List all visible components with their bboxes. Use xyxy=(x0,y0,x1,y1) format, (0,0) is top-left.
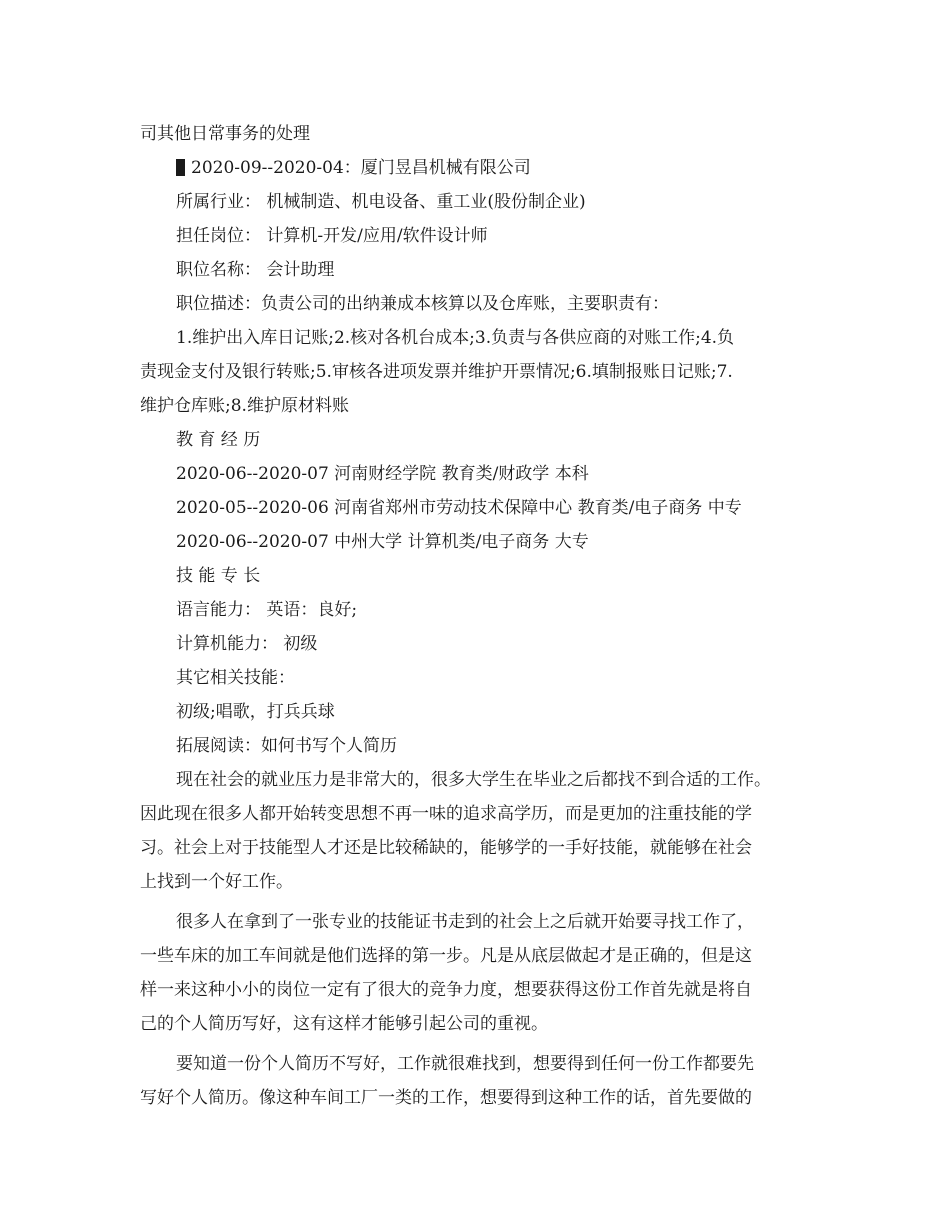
job-header-text: 2020-09--2020-04：厦门昱昌机械有限公司 xyxy=(191,158,531,178)
paragraph xyxy=(140,905,820,1041)
skills-computer: 计算机能力： 初级 xyxy=(176,634,318,654)
education-item: 2020-06--2020-07 河南财经学院 教育类/财政学 本科 xyxy=(176,464,589,484)
paragraph-line: 样一来这种小小的岗位一定有了很大的竞争力度，想要获得这份工作首先就是将自 xyxy=(140,980,752,1000)
job-title: 职位名称： 会计助理 xyxy=(176,260,335,280)
paragraph-line: 现在社会的就业压力是非常大的，很多大学生在毕业之后都找不到合适的工作。 xyxy=(176,770,771,790)
job-duties-line: 维护仓库账;8.维护原材料账 xyxy=(140,396,349,416)
paragraph-line: 一些车床的加工车间就是他们选择的第一步。凡是从底层做起才是正确的，但是这 xyxy=(140,946,752,966)
skills-language: 语言能力： 英语：良好; xyxy=(176,600,358,620)
document-body xyxy=(140,117,820,1115)
paragraph-line: 要知道一份个人简历不写好，工作就很难找到，想要得到任何一份工作都要先 xyxy=(176,1054,754,1074)
paragraph xyxy=(140,763,820,899)
job-description-intro: 职位描述：负责公司的出纳兼成本核算以及仓库账，主要职责有： xyxy=(176,294,669,314)
paragraph-line: 很多人在拿到了一张专业的技能证书走到的社会上之后就开始要寻找工作了， xyxy=(176,912,754,932)
job-header xyxy=(140,151,820,185)
education-item: 2020-06--2020-07 中州大学 计算机类/电子商务 大专 xyxy=(176,532,589,552)
paragraph xyxy=(140,1047,820,1115)
extended-reading-heading: 拓展阅读：如何书写个人简历 xyxy=(176,736,397,756)
bullet-square-icon xyxy=(176,159,185,176)
job-position: 担任岗位： 计算机-开发/应用/软件设计师 xyxy=(176,226,488,246)
education-item: 2020-05--2020-06 河南省郑州市劳动技术保障中心 教育类/电子商务 中专 xyxy=(176,498,742,518)
paragraph-line: 习。社会上对于技能型人才还是比较稀缺的，能够学的一手好技能，就能够在社会 xyxy=(140,838,752,858)
job-industry: 所属行业： 机械制造、机电设备、重工业(股份制企业) xyxy=(176,192,586,212)
skills-other-value: 初级;唱歌，打兵兵球 xyxy=(176,702,335,722)
job-duties-line: 责现金支付及银行转账;5.审核各进项发票并维护开票情况;6.填制报账日记账;7. xyxy=(140,362,733,382)
paragraph-line: 写好个人简历。像这种车间工厂一类的工作，想要得到这种工作的话，首先要做的 xyxy=(140,1088,752,1108)
paragraph-line: 己的个人简历写好，这有这样才能够引起公司的重视。 xyxy=(140,1014,548,1034)
skills-heading: 技 能 专 长 xyxy=(176,566,261,586)
intro-tail-line: 司其他日常事务的处理 xyxy=(140,124,310,144)
paragraph-line: 因此现在很多人都开始转变思想不再一味的追求高学历，而是更加的注重技能的学 xyxy=(140,804,752,824)
paragraph-line: 上找到一个好工作。 xyxy=(140,872,293,892)
job-duties-line: 1.维护出入库日记账;2.核对各机台成本;3.负责与各供应商的对账工作;4.负 xyxy=(176,328,735,348)
skills-other-label: 其它相关技能： xyxy=(176,668,295,688)
education-heading: 教 育 经 历 xyxy=(176,430,261,450)
